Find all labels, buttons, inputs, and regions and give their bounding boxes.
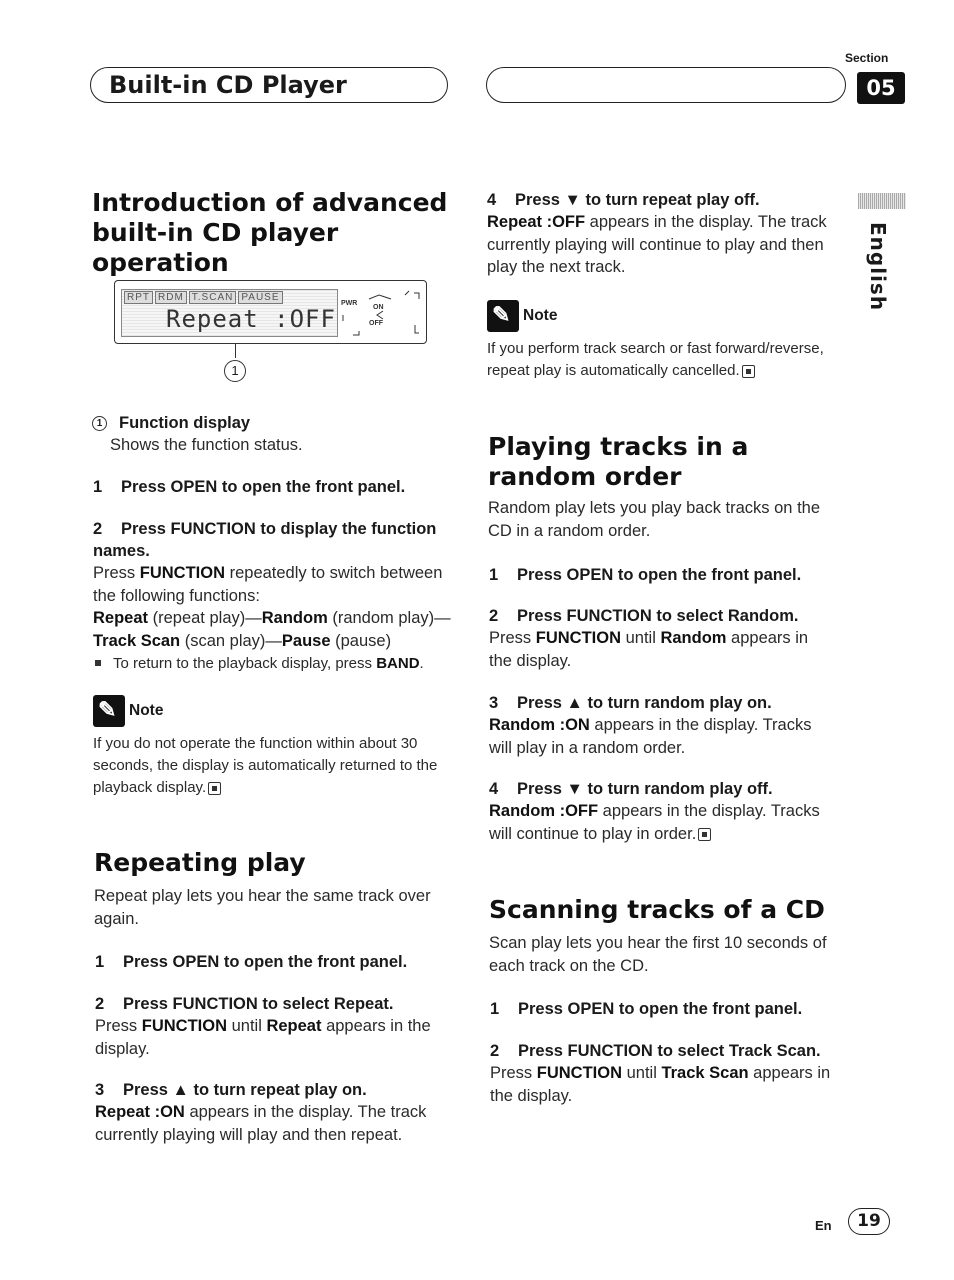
pwr-label: PWR	[341, 300, 358, 307]
random-title: Playing tracks in a random order	[488, 432, 749, 491]
intro-title	[92, 188, 462, 278]
repeating-title: Repeating play	[94, 848, 306, 877]
scanning-step-2: 2 Press FUNCTION to select Track Scan. Press FUNCTION until Track Scan appears in the display.	[490, 1042, 831, 1105]
note-text: If you do not operate the function within about 30 seconds, the display is automatically returned to the playback display.	[93, 735, 438, 796]
step-2-body: Press FUNCTION repeatedly to switch between the following functions:	[93, 564, 443, 605]
step-number: 1	[93, 478, 103, 496]
page-number: 19	[848, 1208, 890, 1235]
random-step-1: 1 Press OPEN to open the front panel.	[489, 566, 802, 584]
legend-label: Function display	[119, 414, 251, 432]
end-mark-icon	[742, 365, 755, 378]
scanning-intro: Scan play lets you hear the first 10 seconds of each track on the CD.	[489, 934, 827, 975]
bullet-icon	[95, 660, 101, 666]
note-label: Note	[129, 702, 164, 719]
bullet-item: To return to the playback display, press BAND.	[93, 653, 458, 675]
note-icon: ✎	[487, 300, 519, 332]
repeating-step-1: 1 Press OPEN to open the front panel.	[95, 953, 408, 971]
panel-indicator-area	[339, 285, 423, 339]
function-list: Repeat (repeat play)—Random (random play)—Track Scan (scan play)—Pause (pause)	[93, 609, 451, 650]
function-display-legend	[92, 412, 452, 457]
panel-indicator-icon	[339, 285, 423, 339]
header-empty-box	[486, 67, 846, 103]
random-step-4: 4 Press ▼ to turn random play off. Random :OFF appears in the display. Tracks will continue to play in order.	[489, 780, 820, 843]
intro-step-2	[93, 518, 458, 675]
step-number: 2	[93, 520, 103, 538]
note-text: If you perform track search or fast forward/reverse, repeat play is automatically cancelled.	[487, 340, 824, 379]
side-language-label: English	[866, 222, 890, 312]
random-step-3: 3 Press ▲ to turn random play on. Random :ON appears in the display. Tracks will play in a random order.	[489, 694, 812, 757]
intro-note	[93, 695, 453, 799]
legend-description: Shows the function status.	[110, 436, 303, 454]
lcd-display	[121, 289, 338, 337]
callout-number: 1	[224, 360, 246, 382]
intro-step-1	[93, 476, 463, 498]
scanning-step-1: 1 Press OPEN to open the front panel.	[490, 1000, 803, 1018]
repeating-note	[487, 300, 832, 382]
end-mark-icon	[698, 828, 711, 841]
random-intro: Random play lets you play back tracks on the CD in a random order.	[488, 499, 821, 540]
repeating-step-3: 3 Press ▲ to turn repeat play on. Repeat :ON appears in the display. The track currently playing will play and then repeat.	[95, 1081, 427, 1144]
intro-title-line2: built-in CD player operation	[92, 218, 339, 277]
step-text: Press FUNCTION to display the function names.	[93, 520, 437, 560]
note-label: Note	[523, 307, 558, 324]
lcd-indicator-tags	[124, 292, 285, 303]
side-tab-bar	[858, 193, 906, 209]
off-label: OFF	[369, 320, 383, 327]
on-label: ON	[373, 304, 384, 311]
note-icon: ✎	[93, 695, 125, 727]
lcd-tag: RPT	[124, 291, 153, 304]
display-panel-illustration	[114, 280, 427, 344]
section-number: 05	[857, 72, 905, 104]
repeating-step-4: 4 Press ▼ to turn repeat play off. Repeat :OFF appears in the display. The track currently playing will continue to play and then play the next track.	[487, 191, 827, 276]
callout-line	[235, 344, 236, 358]
lcd-tag: RDM	[155, 291, 187, 304]
chapter-title: Built-in CD Player	[109, 71, 347, 99]
repeating-intro: Repeat play lets you hear the same track over again.	[94, 887, 431, 928]
intro-title-line1: Introduction of advanced	[92, 188, 448, 217]
lcd-tag: T.SCAN	[189, 291, 237, 304]
end-mark-icon	[208, 782, 221, 795]
chapter-header	[90, 67, 448, 103]
legend-number: 1	[92, 416, 107, 431]
lcd-tag: PAUSE	[238, 291, 282, 304]
random-step-2: 2 Press FUNCTION to select Random. Press FUNCTION until Random appears in the display.	[489, 607, 809, 670]
scanning-title: Scanning tracks of a CD	[489, 895, 825, 924]
footer-language: En	[815, 1218, 832, 1233]
lcd-text: Repeat :OFF	[166, 305, 336, 333]
repeating-step-2: 2 Press FUNCTION to select Repeat. Press FUNCTION until Repeat appears in the display.	[95, 995, 431, 1058]
section-label: Section	[845, 51, 889, 65]
step-text: Press OPEN to open the front panel.	[121, 478, 406, 496]
